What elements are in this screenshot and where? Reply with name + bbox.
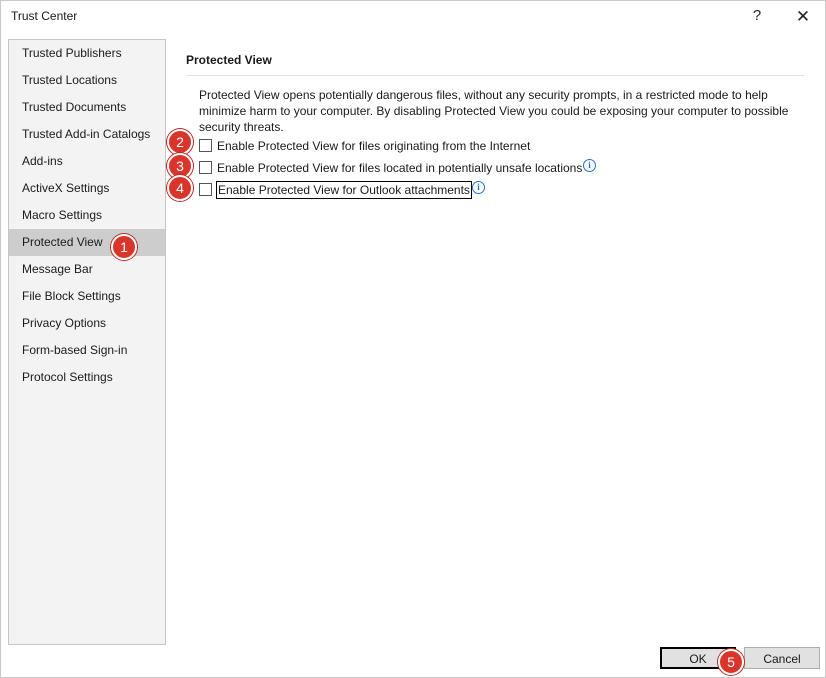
option-internet-files xyxy=(199,137,619,155)
sidebar-item-protected-view[interactable]: Protected View xyxy=(9,229,165,256)
info-icon[interactable]: i xyxy=(472,181,485,194)
sidebar-item-add-ins[interactable]: Add-ins xyxy=(22,154,63,168)
checkbox-outlook-attachments[interactable] xyxy=(199,183,212,196)
option-label-internet-files[interactable]: Enable Protected View for files originating from the Internet xyxy=(217,139,531,153)
option-label-outlook-attachments[interactable]: Enable Protected View for Outlook attachments xyxy=(218,183,470,197)
description-text: Protected View opens potentially dangerous files, without any security prompts, in a restricted mode to help minimize harm to your computer. By disabling Protected View you could be exposing your computer to possible security threats. xyxy=(199,88,789,134)
sidebar-item-privacy-options[interactable]: Privacy Options xyxy=(22,316,107,330)
checkbox-internet-files[interactable] xyxy=(199,139,212,152)
sidebar xyxy=(8,39,166,645)
cancel-button[interactable]: Cancel xyxy=(744,647,820,669)
info-icon[interactable]: i xyxy=(583,159,596,172)
sidebar-item-activex-settings[interactable]: ActiveX Settings xyxy=(22,181,110,195)
sidebar-item-macro-settings[interactable]: Macro Settings xyxy=(22,208,103,222)
sidebar-item-form-based-sign-in[interactable]: Form-based Sign-in xyxy=(22,343,128,357)
sidebar-item-trusted-documents[interactable]: Trusted Documents xyxy=(22,100,127,114)
close-button[interactable]: ✕ xyxy=(795,7,811,26)
option-label-unsafe-locations[interactable]: Enable Protected View for files located in potentially unsafe locations xyxy=(217,161,583,175)
dialog-title: Trust Center xyxy=(11,9,78,23)
sidebar-item-trusted-locations[interactable]: Trusted Locations xyxy=(22,73,117,87)
checkbox-unsafe-locations[interactable] xyxy=(199,161,212,174)
title-bar xyxy=(1,1,825,33)
sidebar-item-file-block-settings[interactable]: File Block Settings xyxy=(22,289,121,303)
section-title: Protected View xyxy=(186,53,272,67)
sidebar-item-trusted-add-in-catalogs[interactable]: Trusted Add-in Catalogs xyxy=(22,127,151,141)
option-unsafe-locations xyxy=(199,159,619,177)
sidebar-item-protocol-settings[interactable]: Protocol Settings xyxy=(22,370,113,384)
annotation-badge-5: 5 xyxy=(718,649,744,675)
annotation-badge-1: 1 xyxy=(111,234,137,260)
annotation-badge-3: 3 xyxy=(167,153,193,179)
sidebar-item-trusted-publishers[interactable]: Trusted Publishers xyxy=(22,46,122,60)
section-divider xyxy=(186,75,804,76)
ok-button[interactable]: OK xyxy=(660,647,736,669)
sidebar-item-message-bar[interactable]: Message Bar xyxy=(22,262,93,276)
annotation-badge-2: 2 xyxy=(167,129,193,155)
annotation-badge-4: 4 xyxy=(167,175,193,201)
option-outlook-attachments xyxy=(199,181,619,199)
help-button[interactable]: ? xyxy=(752,7,762,24)
